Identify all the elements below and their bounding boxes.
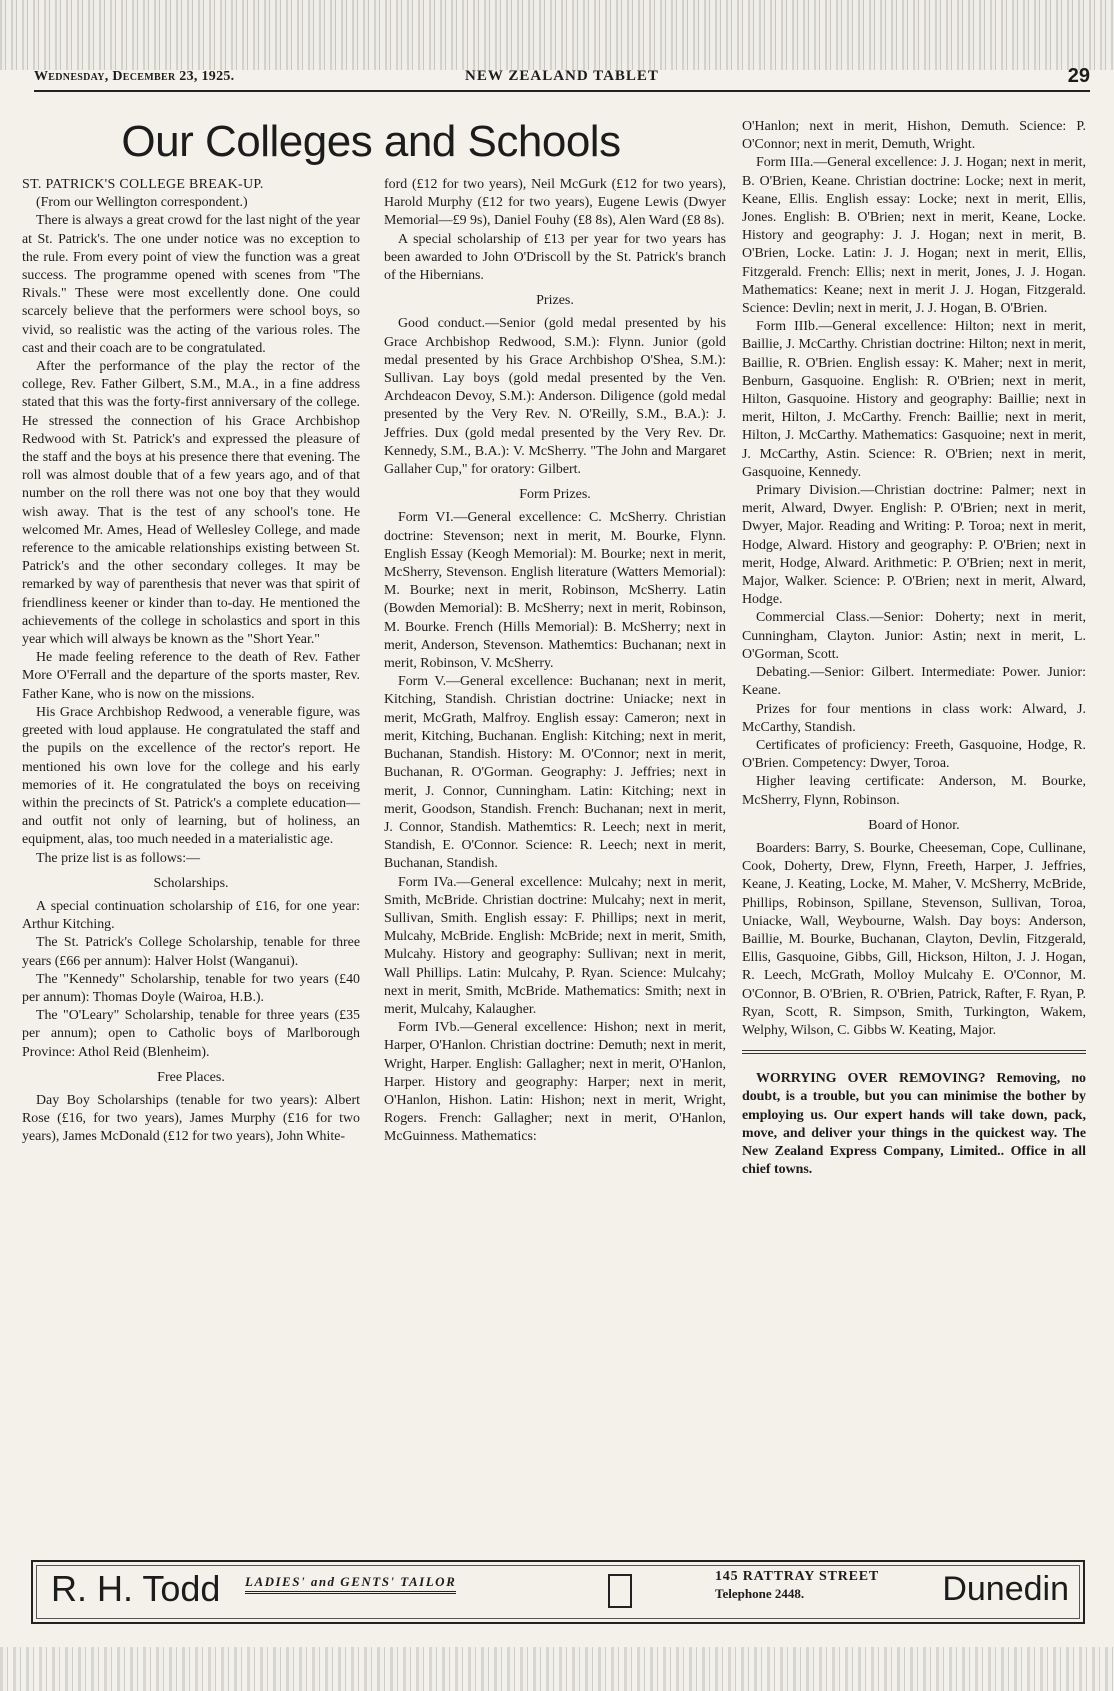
divider xyxy=(742,1050,1086,1051)
form-prize-item: Certificates of proficiency: Freeth, Gasquoine, Hodge, R. O'Brien. Competency: Dwyer, Toroa. xyxy=(742,737,1086,772)
form-prize-item: Form IIIb.—General excellence: Hilton; next in merit, Baillie, J. McCarthy. Christian doctrine: Hilton; next in merit, Baillie, R. O'Brien. English essay: K. Maher; next in merit, Benburn, Gasquoine. English: R. O'Brien; next in merit, Hilton, Gasquoine. History and geography: Baillie; next in merit, Hilton, J. McCarthy. French: Baillie; next in merit, Hilton, J. McCarthy. Mathematics: Gasquoine; next in merit, J. McCarthy, Astin. Science: R. O'Brien; next in merit, Gasquoine, Kennedy. xyxy=(742,319,1086,480)
scholarship-item: The "Kennedy" Scholarship, tenable for two years (£40 per annum): Thomas Doyle (Wairoa, H.B.). xyxy=(22,971,360,1005)
scholarship-item: The "O'Leary" Scholarship, tenable for three years (£35 per annum); open to Catholic boys of Marlborough Province: Athol Reid (Blenheim). xyxy=(22,1008,360,1060)
form-prize-item: Form V.—General excellence: Buchanan; next in merit, Kitching, Standish. Christian doctrine: Uniacke; next in merit, McGrath, Malfroy. English essay: Cameron; next in merit, Kitching, Buchanan. English: Kitching; next in merit, Buchanan, Standish. History: M. O'Connor; next in merit, Buchanan, R. O'Gorman. Geography: J. Jeffries; next in merit, J. Connor, Cunningham. Latin: Kitching; next in merit, Goodson, Standish. French: Buchanan; next in merit, J. Connor, Standish. Mathemtics: R. Leech; next in merit, Standish, E. O'Connor. Science: R. Leech; next in merit, Buchanan, Standish. xyxy=(384,674,726,872)
prize-item: Good conduct.—Senior (gold medal presented by his Grace Archbishop Redwood, S.M.): Flynn. Junior (gold medal presented by his Grace Archbishop O'Shea, S.M.): Sullivan. Lay boys (gold medal presented by the Ven. Archdeacon Devoy, S.M.): Anderson. Diligence (gold medal presented by the Very Rev. N. O'Reilly, S.M., B.A.): J. Jeffries. Dux (gold medal presented by the Very Rev. Dr. Kennedy, S.M., B.A.): V. McSherry. "The John and Margaret Gallaher Cup," for oratory: Gilbert. xyxy=(384,316,726,478)
free-places-item: A special scholarship of £13 per year for two years has been awarded to John O'Driscoll by the St. Patrick's branch of the Hibernians. xyxy=(384,231,726,284)
article-paragraph: There is always a great crowd for the last night of the year at St. Patrick's. The one under notice was no exception to the rule. From every point of view the function was a great success. The programme opened with scenes from "The Rivals." These were most excellently done. One could scarcely believe that the performers were school boys, so vivid, so realistic was the acting of the various roles. The cast and their coach are to be congratulated. xyxy=(22,213,360,356)
tailor-advertisement xyxy=(31,1560,1085,1624)
scholarship-item: A special continuation scholarship of £16, for one year: Arthur Kitching. xyxy=(22,898,360,933)
advert-address: 145 RATTRAY STREET xyxy=(715,1569,880,1584)
form-prize-item: Primary Division.—Christian doctrine: Palmer; next in merit, Alward, Dwyer. English: P. O'Brien; next in merit, Dwyer, Major. Reading and Writing: P. Toroa; next in merit, Hodge, Alward. History and geography: P. O'Brien; next in merit, Hodge, Alward. Arithmetic: P. O'Brien; next in merit, Major, Walker. Science: P. O'Brien; next in merit, Alward, Hodge. xyxy=(742,483,1086,608)
advert-ornament xyxy=(608,1574,632,1608)
form-prizes-heading: Form Prizes. xyxy=(519,487,591,503)
column-1 xyxy=(22,176,360,1147)
prizes-heading: Prizes. xyxy=(536,293,574,309)
article-paragraph: After the performance of the play the rector of the college, Rev. Father Gilbert, S.M., M.A., in a fine address stated that this was the forty-first anniversary of the college. He stressed the connection of his Grace Archbishop Redwood with St. Patrick's and expressed the pleasure of the staff and the boys at his presence there that evening. The roll was almost double that of a few years ago, and of that number on the roll there was not one boy that they would wish away. That is the test of any school's tone. He welcomed Mr. Ames, Head of Wellesley College, and made reference to the amicable relationships existing between St. Patrick's and the other secondary colleges. It may be remarked by way of parenthesis that never was that spirit of friendliness keener or kinder than to-day. He mentioned the achievements of the college in scholastics and sport in this year which will always be known as the "Short Year." xyxy=(22,359,360,648)
form-prize-item: Prizes for four mentions in class work: Alward, J. McCarthy, Standish. xyxy=(742,701,1086,735)
free-places-heading: Free Places. xyxy=(157,1069,225,1085)
advert-trade: LADIES' and GENTS' TAILOR xyxy=(245,1574,456,1594)
article-paragraph: He made feeling reference to the death of Rev. Father More O'Ferrall and the departure of the sports master, Rev. Father Kane, who is now on the missions. xyxy=(22,650,360,702)
article-paragraph: The prize list is as follows:— xyxy=(36,850,200,866)
page-header xyxy=(34,66,1090,92)
board-of-honor-list: Boarders: Barry, S. Bourke, Cheeseman, Cope, Cullinane, Cook, Doherty, Drew, Flynn, Freeth, Harper, J. Jeffries, Keane, J. Keating, Locke, M. Maher, V. McSherry, McBride, Phillips, Robinson, Spillane, Stevenson, Sullivan, Toroa, Uniacke, Wall, Weybourne, Walsh. Day boys: Anderson, Baillie, M. Bourke, Buchanan, Clayton, Devlin, Fitzgerald, Ellis, Gasquoine, Gibbs, Gill, Hickson, Hilton, J. J. Hogan, R. Leech, McGrath, Molloy Mulcahy E. O'Connor, M. O'Connor, B. O'Brien, R. O'Brien, Patrick, Rafter, F. Ryan, P. Ryan, Scott, R. Simpson, Smith, Turkington, Wakem, Welphy, Wilson, C. Gibbs W. Keating, Major. xyxy=(742,840,1086,1038)
column-3 xyxy=(742,118,1086,1179)
scholarship-item: The St. Patrick's College Scholarship, tenable for three years (£66 per annum): Halver Holst (Wanganui). xyxy=(22,935,360,969)
form-prize-item: Commercial Class.—Senior: Doherty; next in merit, Cunningham, Clayton. Junior: Astin; next in merit, L. O'Gorman, Scott. xyxy=(742,610,1086,662)
form-prize-item: Form IVb.—General excellence: Hishon; next in merit, Harper, O'Hanlon. Christian doctrine: Demuth; next in merit, Wright, Harper. English: Gallagher; next in merit, O'Hanlon, Harper. History and geography: Harper; next in merit, O'Hanlon, Hishon. Latin: Hishon; next in merit, Wright, Rogers. French: Gallagher; next in merit, O'Hanlon, McGuinness. Mathematics: xyxy=(384,1020,726,1145)
form-prize-item: Form IVa.—General excellence: Mulcahy; next in merit, Smith, McBride. Christian doctrine: Mulcahy; next in merit, Sullivan, Smith. English essay: F. Phillips; next in merit, Mulcahy, McBride. English: McBride; next in merit, Smith, Mulcahy. History and geography: Sullivan; next in merit, Wall Phillips. Latin: Mulcahy, P. Ryan. Science: Mulcahy; next in merit, Smith, McBride. Mathematics: Smith; next in merit, Mulcahy, Kalaugher. xyxy=(384,874,726,1017)
advert-telephone: Telephone 2448. xyxy=(715,1586,805,1601)
advert-city: Dunedin xyxy=(942,1570,1069,1608)
form-prize-item: Form IIIa.—General excellence: J. J. Hogan; next in merit, B. O'Brien, Keane. Christian doctrine: Locke; next in merit, Keane, Ellis. English essay: Locke; next in merit, Ellis, Jones. English: B. O'Brien; next in merit, Keane, Locke. History and geography: J. J. Hogan; next in merit, B. O'Brien, Locke. Latin: J. J. Hogan; next in merit, Ellis, Fitzgerald. French: Ellis; next in merit, Jones, J. J. Hogan. Mathematics: Keane; next in merit J. J. Hogan, Fitzgerald. Science: Devlin; next in merit, J. J. Hogan, B. O'Brien. xyxy=(742,155,1086,317)
board-of-honor-heading: Board of Honor. xyxy=(868,817,960,833)
header-date: Wednesday, December 23, 1925. xyxy=(34,69,235,84)
page-top-speckle xyxy=(0,0,1114,70)
header-page-number: 29 xyxy=(1067,65,1090,87)
form-prize-item: Debating.—Senior: Gilbert. Intermediate: Power. Junior: Keane. xyxy=(742,665,1086,699)
column-2 xyxy=(384,176,726,1147)
header-publication-title: NEW ZEALAND TABLET xyxy=(465,68,659,84)
section-title: Our Colleges and Schools xyxy=(121,117,621,166)
article-headline: ST. PATRICK'S COLLEGE BREAK-UP. xyxy=(22,177,264,192)
free-places-continued: ford (£12 for two years), Neil McGurk (£12 for two years), Harold Murphy (£12 for two years), Eugene Lewis (Dwyer Memorial—£9 9s), Daniel Fouhy (£8 8s), Alen Ward (£8 8s). xyxy=(384,177,726,229)
express-company-advert: WORRYING OVER REMOVING? Removing, no doubt, is a trouble, but you can minimise the bother by employing us. Our expert hands will take down, pack, move, and deliver your things in the quickest way. The New Zealand Express Company, Limited.. Office in all chief towns. xyxy=(742,1071,1086,1178)
form-prize-continued: O'Hanlon; next in merit, Hishon, Demuth. Science: P. O'Connor; next in merit, Demuth, Wright. xyxy=(742,119,1086,153)
free-places-item: Day Boy Scholarships (tenable for two years): Albert Rose (£16, for two years), James Murphy (£16 for two years), James McDonald (£12 for two years), John White- xyxy=(22,1092,360,1145)
article-paragraph: His Grace Archbishop Redwood, a venerable figure, was greeted with loud applause. He congratulated the staff and the pupils on the excellence of the rector's report. He mentioned his own love for the college and his early memories of it. He congratulated the boys on receiving within the precincts of St. Patrick's a complete education—and outfit not only of learning, but of holiness, an equipment, alas, too much needed in a materialistic age. xyxy=(22,704,360,848)
form-prize-item: Form VI.—General excellence: C. McSherry. Christian doctrine: Stevenson; next in merit, M. Bourke, Flynn. English Essay (Keogh Memorial): M. Bourke; next in merit, McSherry, Stevenson. English literature (Watters Memorial): M. Bourke; next in merit, Robinson, McSherry. Latin (Bowden Memorial): B. McSherry; next in merit, Robinson, M. Bourke. French (Hills Memorial): B. McSherry; next in merit, Anderson, Stevenson. Mathemtics: Buchanan; next in merit, Robinson, V. McSherry. xyxy=(384,510,726,672)
form-prize-item: Higher leaving certificate: Anderson, M. Bourke, McSherry, Flynn, Robinson. xyxy=(742,774,1086,808)
advert-business-name: R. H. Todd xyxy=(51,1568,221,1609)
scholarships-heading: Scholarships. xyxy=(153,875,229,891)
page-bottom-speckle xyxy=(0,1647,1114,1691)
divider xyxy=(742,1053,1086,1054)
article-byline: (From our Wellington correspondent.) xyxy=(36,195,248,211)
